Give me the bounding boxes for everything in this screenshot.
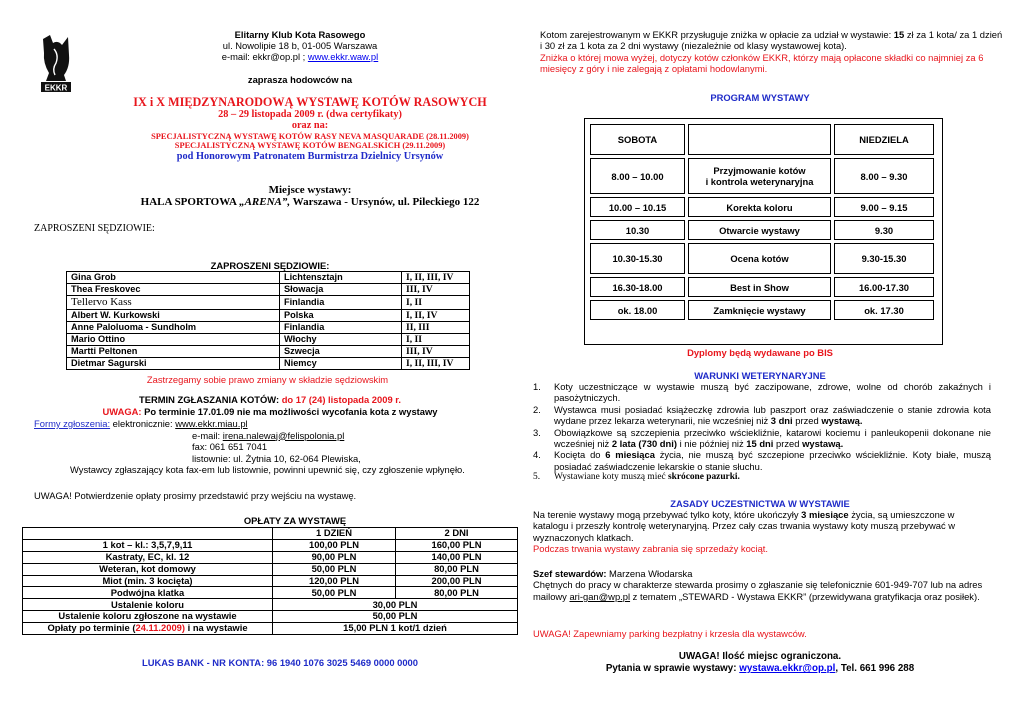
judge-country: Finlandia <box>280 322 402 334</box>
judge-row <box>67 334 470 346</box>
forms-electronic-label: elektronicznie: <box>110 418 176 429</box>
judge-name: Thea Freskovec <box>67 284 280 296</box>
discount-condition: Zniżka o której mowa wyżej, dotyczy kotów członków EKKR, którzy mają opłacone składki co najmniej za 6 miesięcy z góry i nie zalegają z opłatami hodowlanymi. <box>540 51 984 75</box>
judge-country: Szwecja <box>280 346 402 358</box>
fee-late-row-label <box>23 623 273 635</box>
bengal-show: SPECJALISTYCZNĄ WYSTAWĘ KOTÓW BENGALSKICH (29.11.2009) <box>174 141 446 151</box>
judge-name: Gina Grob <box>67 272 280 284</box>
judge-name: Anne Paloluoma - Sundholm <box>67 322 280 334</box>
limited-places: UWAGA! Ilość miejsc ograniczona. <box>678 651 842 662</box>
vet-condition-bold: 3 dni <box>770 415 793 427</box>
fee-label: Kastraty, EC, kl. 12 <box>23 551 273 563</box>
vet-condition-text: przed <box>773 438 803 450</box>
program-box <box>584 118 943 345</box>
contact-prefix: Pytania w sprawie wystawy: <box>605 663 740 675</box>
program-event: Ocena kotów <box>688 243 831 274</box>
final-info <box>540 651 980 675</box>
steward-text <box>533 579 991 602</box>
rules-text-c: życia, są umieszczone w katalogu i przeszły kontrolę weterynaryjną. Przez cały czas trwania wystawy koty muszą przebywać w wyznaczonych klatkach. <box>533 509 956 543</box>
judge-name: Albert W. Kurkowski <box>67 310 280 322</box>
fee-color-row-value: 30,00 PLN <box>273 599 518 611</box>
judge-categories: I, II, IV <box>402 310 470 322</box>
discount-text-b: zł za 1 kota/ za 1 dzień i 30 zł za 1 kota za 2 dni wystawy (niezależnie od klasy wystawowej kota). <box>540 29 1003 52</box>
fee-1day: 50,00 PLN <box>273 563 396 575</box>
patronage: pod Honorowym Patronatem Burmistrza Dzielnicy Ursynów <box>176 151 444 163</box>
judge-row <box>67 310 470 322</box>
fee-late-row <box>23 623 518 635</box>
judge-country: Lichtensztajn <box>280 272 402 284</box>
cat-logo-icon <box>40 33 72 93</box>
fee-2days: 80,00 PLN <box>396 563 518 575</box>
sunday-time: 9.30-15.30 <box>834 243 934 274</box>
vet-condition-bold: 2 lata (730 dni) <box>611 438 677 450</box>
contact-line <box>540 663 980 675</box>
steward-name: Marzena Włodarska <box>606 568 693 579</box>
judge-categories: I, II <box>402 334 470 346</box>
judges-title: ZAPROSZENI SĘDZIOWIE: <box>210 260 330 271</box>
club-name: Elitarny Klub Kota Rasowego <box>234 29 366 40</box>
warning-text: Po terminie 17.01.09 nie ma możliwości wycofania kota z wystawy <box>141 405 438 417</box>
judge-country: Niemcy <box>280 358 402 370</box>
fee-row <box>23 539 518 551</box>
judge-categories: III, IV <box>402 284 470 296</box>
registration-forms <box>34 418 514 476</box>
vet-condition-text: życia, nie muszą być szczepione przeciwko wściekliźnie. Koty białe, muszą posiadać zaświadczenie lekarskie o stanie słuchu. <box>554 449 991 472</box>
vet-condition-5 <box>533 472 991 483</box>
club-address: ul. Nowolipie 18 b, 01-005 Warszawa <box>222 40 378 52</box>
judge-categories: I, II, III, IV <box>402 358 470 370</box>
club-logo <box>40 33 72 93</box>
venue-location: Warszawa - Ursynów, ul. Pileckiego 122 <box>290 196 480 209</box>
program-event: Otwarcie wystawy <box>688 220 831 240</box>
fee-1day: 50,00 PLN <box>273 587 396 599</box>
contact-phone: , Tel. 661 996 288 <box>835 663 915 675</box>
discount-info <box>540 29 1004 75</box>
fee-late-row-label-part: Opłaty po terminie ( <box>47 622 136 634</box>
vet-condition-3 <box>533 427 991 450</box>
fee-color-row-label: Ustalenie koloru <box>23 599 273 611</box>
forms-fax: fax: 061 651 7041 <box>192 441 268 453</box>
discount-text-a: Kotom zarejestrowanym w EKKR przysługuje zniżka w opłacie za udział w wystawie: <box>540 29 894 40</box>
parking-note: UWAGA! Zapewniamy parking bezpłatny i krzesła dla wystawców. <box>533 628 807 639</box>
saturday-time: 10.30-15.30 <box>590 243 685 274</box>
program-event: Best in Show <box>688 277 831 297</box>
fees-header-row <box>23 528 518 540</box>
show-title-main: IX i X MIĘDZYNARODOWĄ WYSTAWĘ KOTÓW RASOWYCH <box>133 95 487 109</box>
vet-condition-4 <box>533 449 991 472</box>
program-row <box>590 300 934 320</box>
saturday-time: ok. 18.00 <box>590 300 685 320</box>
participation-rules <box>533 509 991 555</box>
show-dates: 28 – 29 listopada 2009 r. (dwa certyfikaty) <box>218 108 402 120</box>
fee-row <box>23 587 518 599</box>
judge-categories: III, IV <box>402 346 470 358</box>
judge-row <box>67 296 470 310</box>
fee-1day: 100,00 PLN <box>273 539 396 551</box>
fee-1day: 90,00 PLN <box>273 551 396 563</box>
judge-name: Tellervo Kass <box>67 296 280 310</box>
steward-email-link[interactable]: ari-gan@wp.pl <box>569 590 631 602</box>
vet-condition-text: Koty uczestniczące w wystawie muszą być zaczipowane, zdrowe, wolne od chorób zakaźnych i pasożytniczych. <box>554 381 991 404</box>
judge-row <box>67 322 470 334</box>
vet-conditions-title: WARUNKI WETERYNARYJNE <box>694 370 826 381</box>
sunday-time: 9.30 <box>834 220 934 240</box>
fee-color-onsite-row <box>23 611 518 623</box>
deadline-date: do 17 (24) listopada 2009 r. <box>281 394 402 405</box>
payment-confirmation-note: UWAGA! Potwierdzenie opłaty prosimy przedstawić przy wejściu na wystawę. <box>34 490 357 501</box>
bank-account: LUKAS BANK - NR KONTA: 96 1940 1076 3025 5469 0000 0000 <box>141 657 418 668</box>
judges-intro: ZAPROSZENI SĘDZIOWIE: <box>34 223 155 234</box>
rules-no-sale: Podczas trwania wystawy zabrania się sprzedaży kociąt. <box>533 543 768 555</box>
judge-row <box>67 284 470 296</box>
steward-text-b: z tematem „STEWARD - Wystawa EKKR” (przewidywana gratyfikacja oraz posiłek). <box>630 590 980 602</box>
fee-row <box>23 551 518 563</box>
judge-categories: II, III <box>402 322 470 334</box>
program-row <box>590 197 934 217</box>
discount-amount: 15 <box>893 29 905 40</box>
vet-condition-text: Wystawiane koty muszą mieć <box>554 472 668 483</box>
fee-label: Miot (min. 3 kocięta) <box>23 575 273 587</box>
program-row <box>590 277 934 297</box>
saturday-header: SOBOTA <box>590 124 685 155</box>
club-header <box>90 29 510 85</box>
judges-note: Zastrzegamy sobie prawo zmiany w składzie sędziowskim <box>146 374 389 385</box>
saturday-time: 10.00 – 10.15 <box>590 197 685 217</box>
vet-condition-text: Obowiązkowe są szczepienia przeciwko wściekliźnie, katarowi kociemu i panleukopenii dokonane nie wcześniej niż <box>554 426 991 450</box>
fee-color-row <box>23 599 518 611</box>
discount-text <box>540 29 1004 52</box>
steward-head <box>533 568 991 579</box>
vet-condition-number: 3. <box>533 426 541 438</box>
judge-categories: I, II, III, IV <box>402 272 470 284</box>
vet-condition-text: Kocięta do <box>554 449 606 461</box>
forms-email-label: e-mail: <box>192 429 223 441</box>
fees-table <box>22 527 518 635</box>
fees-header-empty <box>23 528 273 540</box>
judge-country: Słowacja <box>280 284 402 296</box>
forms-electronic <box>34 418 514 430</box>
invite-text: zaprasza hodowców na <box>247 73 353 85</box>
rules-text <box>533 509 991 543</box>
judge-country: Finlandia <box>280 296 402 310</box>
vet-condition-1 <box>533 381 991 404</box>
deadline <box>30 394 510 417</box>
fee-color-onsite-row-value: 50,00 PLN <box>273 611 518 623</box>
sunday-time: 16.00-17.30 <box>834 277 934 297</box>
sunday-time: 9.00 – 9.15 <box>834 197 934 217</box>
judge-categories: I, II <box>402 296 470 310</box>
program-row <box>590 220 934 240</box>
warning-label: UWAGA: <box>102 405 142 417</box>
fee-late-row-label-part: i na wystawie <box>185 622 248 634</box>
judge-country: Polska <box>280 310 402 322</box>
rules-min-age: 3 miesiące <box>801 509 849 520</box>
vet-condition-text: i nie później niż <box>676 438 747 450</box>
venue <box>30 184 590 209</box>
rules-text-a: Na terenie wystawy mogą przebywać tylko koty, które ukończyły <box>533 509 802 520</box>
fee-label: Weteran, kot domowy <box>23 563 273 575</box>
vet-conditions-list <box>533 381 991 484</box>
forms-note: Wystawcy zgłaszający kota fax-em lub listownie, powinni upewnić się, czy zgłoszenie wpłynęło. <box>70 464 465 476</box>
venue-hall-name: „ARENA”, <box>239 196 291 209</box>
vet-condition-bold: wystawą. <box>821 415 863 427</box>
fee-2days: 80,00 PLN <box>396 587 518 599</box>
program-header-row <box>590 124 934 155</box>
forms-label-link[interactable]: Formy zgłoszenia: <box>34 418 111 429</box>
fees-title: OPŁATY ZA WYSTAWĘ <box>243 515 347 526</box>
sunday-header: NIEDZIELA <box>834 124 934 155</box>
deadline-line <box>30 394 510 406</box>
fee-row <box>23 563 518 575</box>
club-contact <box>90 51 510 62</box>
steward-label: Szef stewardów: <box>533 568 607 579</box>
vet-condition-number: 4. <box>533 449 541 461</box>
program-event: Korekta koloru <box>688 197 831 217</box>
sunday-time: ok. 17.30 <box>834 300 934 320</box>
vet-condition-number: 5. <box>533 472 541 483</box>
program-event: Zamknięcie wystawy <box>688 300 831 320</box>
withdraw-warning <box>30 406 510 418</box>
vet-condition-bold: 6 miesiąca <box>605 449 655 461</box>
fee-color-onsite-row-label: Ustalenie koloru zgłoszone na wystawie <box>23 611 273 623</box>
sunday-time: 8.00 – 9.30 <box>834 158 934 194</box>
saturday-time: 8.00 – 10.00 <box>590 158 685 194</box>
fee-late-row-label-part: 24.11.2009) <box>135 622 186 634</box>
vet-condition-number: 1. <box>533 381 541 392</box>
club-email: e-mail: ekkr@op.pl ; <box>221 51 308 63</box>
vet-condition-text: Wystawca musi posiadać książeczkę zdrowia lub paszport oraz zaświadczenie o stanie zdrowia kota wydane przez lekarza weterynarii, nie wcześniej niż <box>554 403 991 427</box>
vet-condition-bold: skrócone pazurki. <box>667 472 740 483</box>
venue-hall: HALA SPORTOWA <box>140 196 240 209</box>
judge-row <box>67 358 470 370</box>
fee-label: Podwójna klatka <box>23 587 273 599</box>
fees-header-1day: 1 DZIEŃ <box>273 528 396 540</box>
judge-name: Mario Ottino <box>67 334 280 346</box>
fee-late-row-value: 15,00 PLN 1 kot/1 dzień <box>273 623 518 635</box>
program-table <box>587 121 937 323</box>
judge-name: Martti Peltonen <box>67 346 280 358</box>
program-title: PROGRAM WYSTAWY <box>710 92 810 103</box>
forms-email <box>34 430 514 442</box>
venue-address <box>30 196 590 208</box>
judge-name: Dietmar Sagurski <box>67 358 280 370</box>
steward-info <box>533 568 991 602</box>
vet-condition-2 <box>533 404 991 427</box>
saturday-time: 10.30 <box>590 220 685 240</box>
and-label: oraz na: <box>291 120 329 131</box>
fee-label: 1 kot – kl.: 3,5,7,9,11 <box>23 539 273 551</box>
program-row <box>590 158 934 194</box>
registration-email-link[interactable]: irena.nalewaj@felispolonia.pl <box>222 429 345 441</box>
club-website-link[interactable]: www.ekkr.waw.pl <box>307 51 379 63</box>
vet-condition-bold: 15 dni <box>746 438 774 450</box>
fee-2days: 160,00 PLN <box>396 539 518 551</box>
neva-show: SPECJALISTYCZNĄ WYSTAWĘ KOTÓW RASY NEVA MASQUARADE (28.11.2009) <box>151 131 469 141</box>
venue-label: Miejsce wystawy: <box>268 184 352 196</box>
show-title <box>30 97 590 163</box>
program-row <box>590 243 934 274</box>
contact-email-link[interactable]: wystawa.ekkr@op.pl <box>739 663 836 675</box>
judge-country: Włochy <box>280 334 402 346</box>
judge-row <box>67 346 470 358</box>
fee-2days: 140,00 PLN <box>396 551 518 563</box>
vet-condition-number: 2. <box>533 403 541 415</box>
diplomas-note: Dyplomy będą wydawane po BIS <box>687 347 833 358</box>
vet-condition-text: przed <box>792 415 822 427</box>
saturday-time: 16.30-18.00 <box>590 277 685 297</box>
steward-text-a: Chętnych do pracy w charakterze stewarda prosimy o zgłaszanie się telefonicznie 601-949-707 lub na adres mailowy <box>533 579 983 602</box>
registration-website-link[interactable]: www.ekkr.miau.pl <box>175 418 248 429</box>
program-event: Przyjmowanie kotów i kontrola weterynaryjna <box>688 158 831 194</box>
judge-row <box>67 272 470 284</box>
fee-2days: 200,00 PLN <box>396 575 518 587</box>
rules-title: ZASADY UCZESTNICTWA W WYSTAWIE <box>670 498 850 509</box>
fee-1day: 120,00 PLN <box>273 575 396 587</box>
logo-text: EKKR <box>44 83 68 93</box>
vet-condition-bold: wystawą. <box>802 438 844 450</box>
deadline-label: TERMIN ZGŁASZANIA KOTÓW: <box>138 394 282 405</box>
fee-row <box>23 575 518 587</box>
fees-header-2days: 2 DNI <box>396 528 518 540</box>
program-header-blank <box>688 124 831 155</box>
judges-table <box>66 271 470 370</box>
forms-letter: listownie: ul. Żytnia 10, 62-064 Plewiska, <box>192 452 361 464</box>
